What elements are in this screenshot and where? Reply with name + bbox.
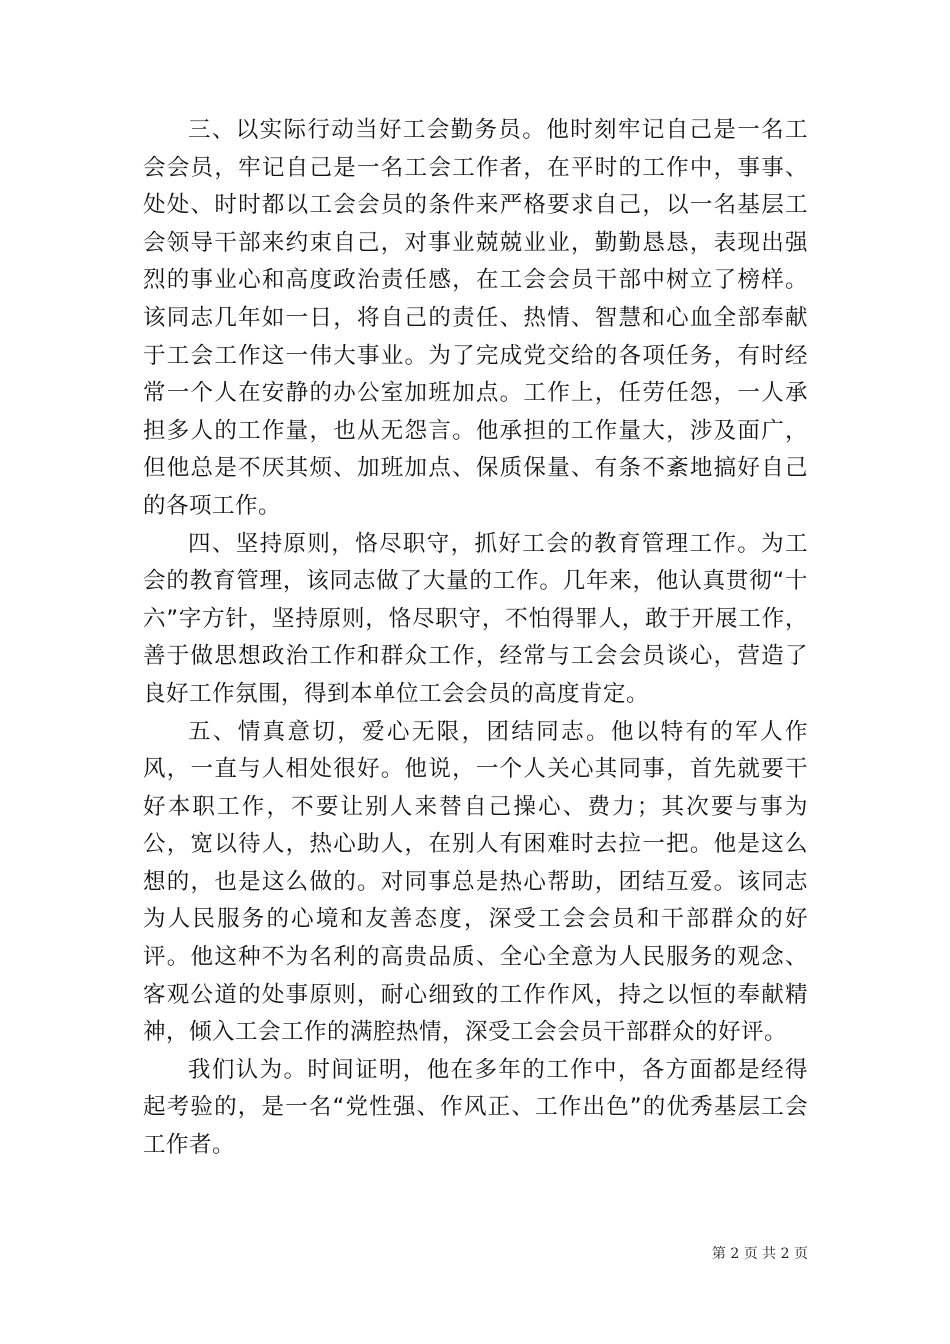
document-body (143, 112, 808, 1165)
paragraph-conclusion: 我们认为。时间证明，他在多年的工作中，各方面都是经得起考验的，是一名“党性强、作风正、工作出色”的优秀基层工会工作者。 (143, 1056, 808, 1159)
paragraph-section-three: 三、以实际行动当好工会勤务员。他时刻牢记自己是一名工会会员，牢记自己是一名工会工作者，在平时的工作中，事事、处处、时时都以工会会员的条件来严格要求自己，以一名基层工会领导干部来约束自己，对事业兢兢业业，勤勤恳恳，表现出强烈的事业心和高度政治责任感，在工会会员干部中树立了榜样。该同志几年如一日，将自己的责任、热情、智慧和心血全部奉献于工会工作这一伟大事业。为了完成党交给的各项任务，有时经常一个人在安静的办公室加班加点。工作上，任劳任怨，一人承担多人的工作量，也从无怨言。他承担的工作量大，涉及面广，但他总是不厌其烦、加班加点、保质保量、有条不紊地搞好自己的各项工作。 (143, 117, 808, 519)
paragraph-section-four: 四、坚持原则，恪尽职守，抓好工会的教育管理工作。为工会的教育管理，该同志做了大量的工作。几年来，他认真贯彻“十六”字方针，坚持原则，恪尽职守，不怕得罪人，敢于开展工作，善于做思想政治工作和群众工作，经常与工会会员谈心，营造了良好工作氛围，得到本单位工会会员的高度肯定。 (143, 530, 808, 707)
paragraph-section-five: 五、情真意切，爱心无限，团结同志。他以特有的军人作风，一直与人相处很好。他说，一个人关心其同事，首先就要干好本职工作，不要让别人来替自己操心、费力；其次要与事为公，宽以待人，热心助人，在别人有困难时去拉一把。他是这么想的，也是这么做的。对同事总是热心帮助，团结互爱。该同志为人民服务的心境和友善态度，深受工会会员和干部群众的好评。他这种不为名利的高贵品质、全心全意为人民服务的观念、客观公道的处事原则，耐心细致的工作作风，持之以恒的奉献精神，倾入工会工作的满腔热情，深受工会会员干部群众的好评。 (143, 718, 808, 1046)
page-number: 第 2 页 共 2 页 (711, 1246, 808, 1262)
